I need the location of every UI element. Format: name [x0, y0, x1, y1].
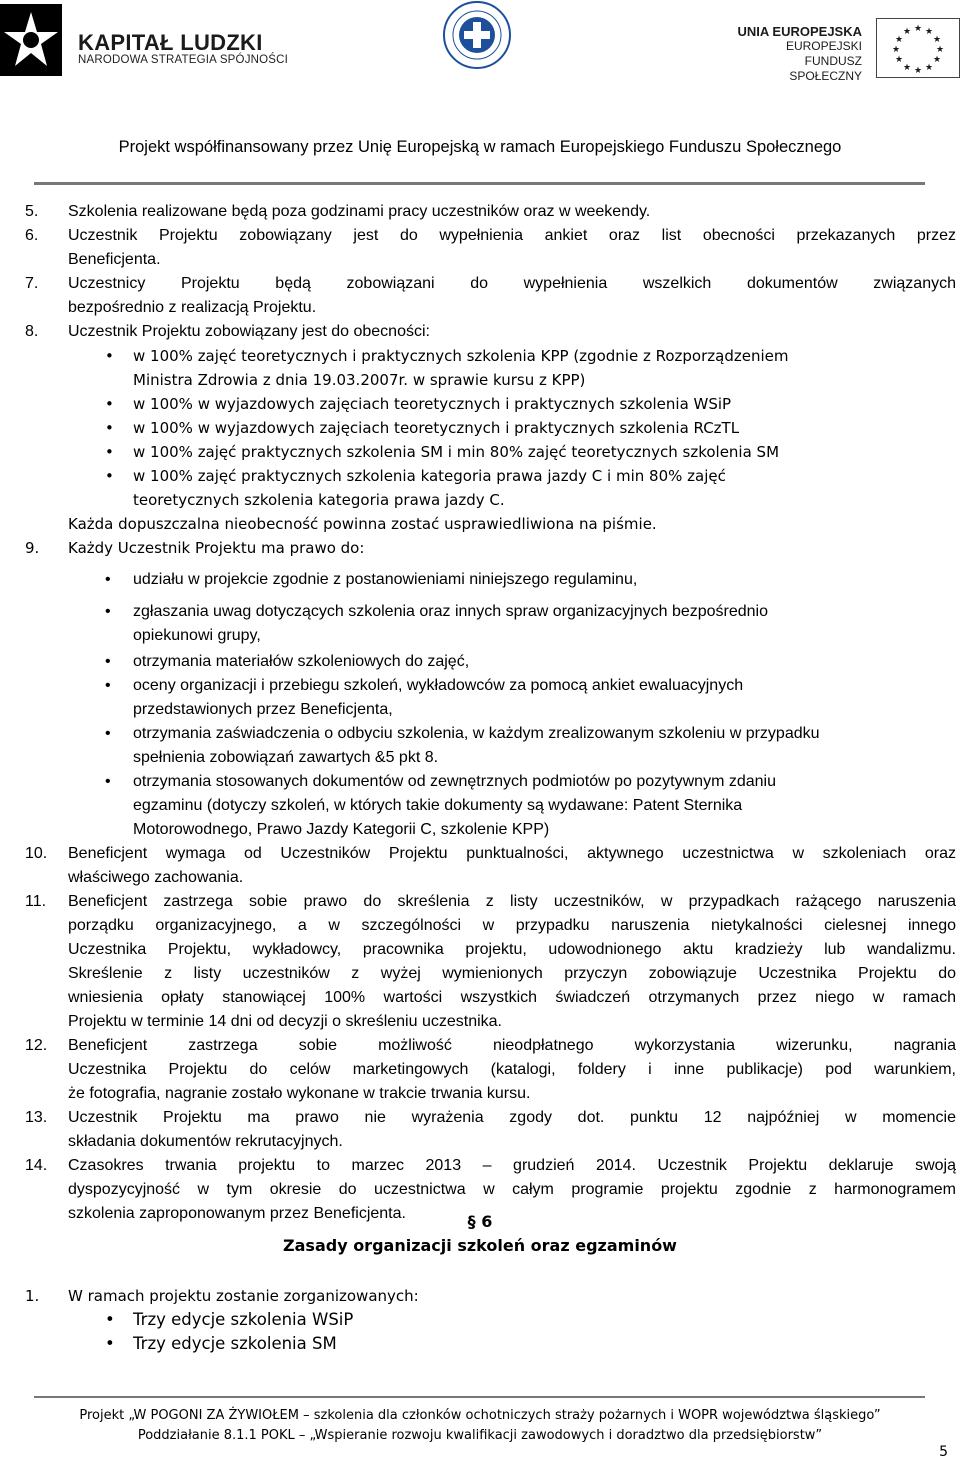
item-text: Uczestnik Projektu zobowiązany jest do obecności:: [68, 323, 430, 340]
item-text: Czasokres trwania projektu to marzec 2013 – grudzień 2014. Uczestnik Projektu deklaruje swoją: [68, 1157, 956, 1174]
item-text: Uczestnika Projektu, wykładowcy, pracownika projektu, udowodnionego aktu kradzieży lub wandalizmu.: [68, 941, 956, 958]
footer-project-line: Projekt „W POGONI ZA ŻYWIOŁEM – szkolenia dla członków ochotniczych straży pożarnych i WOPR województwa śląskiego”: [79, 1408, 881, 1423]
item-text: Każdy Uczestnik Projektu ma prawo do:: [68, 539, 365, 557]
bullet-text: teoretycznych szkolenia kategoria prawa jazdy C.: [133, 491, 505, 509]
item-number: 7.: [25, 275, 39, 292]
item-text: Beneficjent zastrzega sobie prawo do skreślenia z listy uczestników, w przypadkach rażącego naruszenia: [68, 893, 956, 910]
eu-flag-icon: [876, 18, 960, 78]
bullet-text: w 100% w wyjazdowych zajęciach teoretycznych i praktycznych szkolenia RCzTL: [133, 419, 740, 437]
kapital-ludzki-logo: [0, 0, 330, 82]
item-text: Projektu w terminie 14 dni od decyzji o skreśleniu uczestnika.: [68, 1013, 502, 1030]
funding-statement: Projekt współfinansowany przez Unię Europejską w ramach Europejskiego Funduszu Społecznego: [118, 138, 842, 156]
page-number: 5: [939, 1444, 948, 1460]
footer-divider: [34, 1396, 925, 1398]
svg-text:★: ★: [932, 55, 942, 65]
bullet-text: zgłaszania uwag dotyczących szkolenia oraz innych spraw organizacyjnych bezpośrednio: [133, 603, 769, 620]
svg-text:★: ★: [932, 35, 942, 45]
bullet-icon: •: [105, 1310, 115, 1329]
item-text: że fotografia, nagranie zostało wykonane w trakcie trwania kursu.: [68, 1085, 531, 1102]
bullet-text: otrzymania stosowanych dokumentów od zewnętrznych podmiotów po pozytywnym zdaniu: [133, 773, 776, 790]
eu-logo-line3: FUNDUSZ SPOŁECZNY: [789, 54, 862, 83]
item-number: 11.: [25, 893, 47, 910]
item-number: 10.: [25, 845, 48, 862]
bullet-text: Trzy edycje szkolenia SM: [133, 1334, 337, 1353]
logo-left-title: KAPITAŁ LUDZKI: [78, 30, 263, 55]
kapital-ludzki-star-icon: [0, 4, 62, 76]
bullet-text: otrzymania zaświadczenia o odbyciu szkolenia, w każdym zrealizowanym szkoleniu w przypadku: [133, 725, 820, 742]
bullet-icon: •: [105, 395, 114, 413]
item-text: W ramach projektu zostanie zorganizowanych:: [68, 1287, 419, 1305]
svg-text:★: ★: [902, 27, 912, 37]
bullet-icon: •: [105, 725, 111, 742]
bullet-icon: •: [105, 677, 111, 694]
item-number: 14.: [25, 1157, 48, 1174]
bullet-text: otrzymania materiałów szkoleniowych do zajęć,: [133, 653, 470, 670]
item-text: dyspozycyjność w tym okresie do uczestnictwa w całym programie projektu zgodnie z harmonogramem: [68, 1181, 956, 1198]
bullet-text: w 100% zajęć teoretycznych i praktycznych szkolenia KPP (zgodnie z Rozporządzeniem: [133, 347, 789, 365]
bullet-icon: •: [105, 443, 114, 461]
bullet-icon: •: [105, 571, 111, 588]
bullet-text: w 100% zajęć praktycznych szkolenia kategoria prawa jazdy C i min 80% zajęć: [133, 467, 726, 485]
eu-logo-line2: EUROPEJSKI: [785, 39, 862, 53]
svg-text:★: ★: [935, 45, 945, 55]
section-title: Zasady organizacji szkoleń oraz egzaminów: [283, 1236, 677, 1255]
item-text: wniesienia opłaty stanowiącej 100% wartości wszystkich świadczeń otrzymanych przez niego w ramach: [68, 989, 956, 1006]
bullet-text: Motorowodnego, Prawo Jazdy Kategorii C, szkolenie KPP): [133, 821, 550, 838]
eu-logo-line1: UNIA EUROPEJSKA: [737, 24, 862, 39]
item-text: Uczestnik Projektu zobowiązany jest do wypełnienia ankiet oraz list obecności przekazanych przez: [68, 227, 956, 244]
item-number: 8.: [25, 323, 39, 340]
bullet-text: oceny organizacji i przebiegu szkoleń, wykładowców za pomocą ankiet ewaluacyjnych: [133, 677, 744, 694]
bullet-text: Trzy edycje szkolenia WSiP: [133, 1310, 354, 1329]
note-text: Każda dopuszczalna nieobecność powinna zostać usprawiedliwiona na piśmie.: [68, 515, 657, 533]
svg-text:★: ★: [894, 35, 904, 45]
item-text: właściwego zachowania.: [68, 869, 244, 886]
item-text: składania dokumentów rekrutacyjnych.: [68, 1133, 343, 1150]
item-number: 6.: [25, 227, 39, 244]
svg-text:★: ★: [891, 45, 901, 55]
item-text: bezpośrednio z realizacją Projektu.: [68, 299, 317, 316]
bullet-icon: •: [105, 773, 111, 790]
page-header: [0, 0, 960, 190]
item-text: Skreślenie z listy uczestników z wyżej wymienionych przyczyn zobowiązuje Uczestnika Projektu do: [68, 965, 956, 982]
osp-rescue-emblem-icon: [442, 0, 512, 70]
bullet-icon: •: [105, 467, 114, 485]
bullet-icon: •: [105, 419, 114, 437]
bullet-text: w 100% zajęć praktycznych szkolenia SM i min 80% zajęć teoretycznych szkolenia SM: [133, 443, 780, 461]
bullet-text: spełnienia zobowiązań zawartych &5 pkt 8.: [133, 749, 439, 766]
bullet-icon: •: [105, 1334, 115, 1353]
bullet-text: przedstawionych przez Beneficjenta,: [133, 701, 393, 718]
svg-text:★: ★: [924, 27, 934, 37]
section-number: § 6: [467, 1212, 493, 1231]
bullet-text: Ministra Zdrowia z dnia 19.03.2007r. w sprawie kursu z KPP): [133, 371, 586, 389]
item-text: Szkolenia realizowane będą poza godzinami pracy uczestników oraz w weekendy.: [68, 203, 651, 220]
item-number: 12.: [25, 1037, 48, 1054]
item-text: Beneficjenta.: [68, 251, 161, 268]
bullet-text: opiekunowi grupy,: [133, 627, 261, 644]
item-text: Uczestnik Projektu ma prawo nie wyrażenia zgody dot. punktu 12 najpóźniej w momencie: [68, 1109, 956, 1126]
bullet-text: egzaminu (dotyczy szkoleń, w których takie dokumenty są wydawane: Patent Sternika: [133, 797, 743, 814]
item-number: 13.: [25, 1109, 48, 1126]
page-footer: [0, 1396, 960, 1463]
header-divider: [34, 182, 925, 185]
item-text: porządku organizacyjnego, a w szczególności w przypadku naruszenia nietykalności cielesnej innego: [68, 917, 956, 934]
item-text: Beneficjent wymaga od Uczestników Projektu punktualności, aktywnego uczestnictwa w szkoleniach oraz: [68, 845, 956, 862]
item-number: 1.: [25, 1287, 40, 1305]
item-text: Uczestnicy Projektu będą zobowiązani do wypełnienia wszelkich dokumentów związanych: [68, 275, 956, 292]
svg-text:★: ★: [913, 66, 923, 76]
svg-text:★: ★: [913, 24, 923, 34]
item-text: szkolenia zaproponowanym przez Beneficjenta.: [68, 1205, 406, 1222]
bullet-text: w 100% w wyjazdowych zajęciach teoretycznych i praktycznych szkolenia WSiP: [133, 395, 732, 413]
logo-left-subtitle: NARODOWA STRATEGIA SPÓJNOŚCI: [78, 54, 289, 66]
bullet-text: udziału w projekcie zgodnie z postanowieniami niniejszego regulaminu,: [133, 571, 638, 588]
bullet-icon: •: [105, 603, 111, 620]
item-number: 5.: [25, 203, 39, 220]
eu-esf-logo: [735, 18, 960, 83]
item-text: Uczestnika Projektu do celów marketingowych (katalogi, foldery i inne publikacje) pod warunkiem,: [68, 1061, 956, 1078]
item-text: Beneficjent zastrzega sobie możliwość nieodpłatnego wykorzystania wizerunku, nagrania: [68, 1037, 956, 1054]
bullet-icon: •: [105, 653, 111, 670]
svg-text:★: ★: [894, 55, 904, 65]
item-number: 9.: [25, 539, 40, 557]
bullet-icon: •: [105, 347, 114, 365]
footer-measure-line: Poddziałanie 8.1.1 POKL – „Wspieranie rozwoju kwalifikacji zawodowych i doradztwo dla przedsiębiorstw”: [137, 1428, 823, 1443]
svg-text:★: ★: [924, 63, 934, 73]
svg-text:★: ★: [902, 63, 912, 73]
